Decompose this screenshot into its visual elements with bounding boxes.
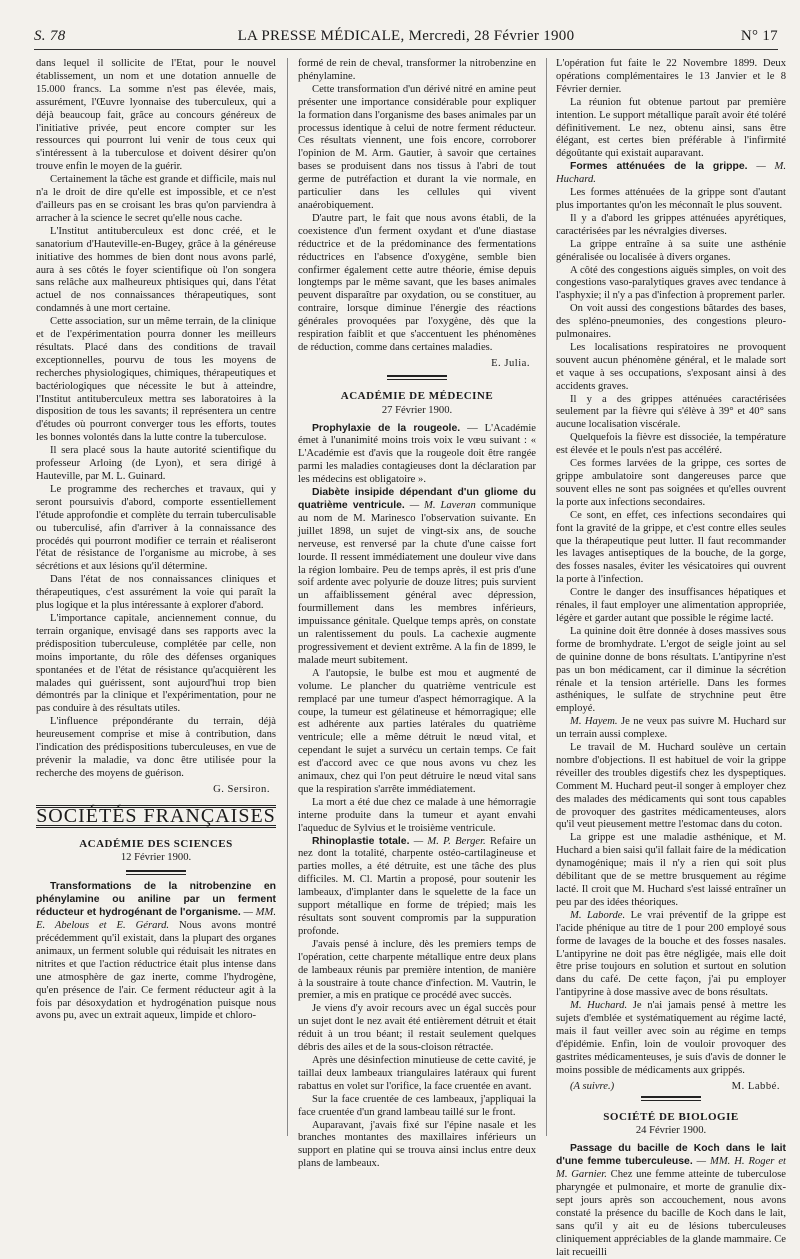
paragraph: Il sera placé sous la haute autorité scientifique du professeur Arloing (de Lyon), et sera dirigé à Hauteville, par M. L. Guinard. [36,445,276,482]
page-number: S. 78 [34,28,66,44]
separator [126,870,186,875]
society-heading: SOCIÉTÉ DE BIOLOGIE [603,1110,739,1123]
paragraph: — L'Académie émet à l'unanimité moins trois voix le vœu suivant : « L'Académie est d'avis que la rougeole doit être rangée parmi les maladies contagieuses dont la déclaration par les médecins est obligatoire ». [298,422,537,486]
journal-title: LA PRESSE MÉDICALE, Mercredi, 28 Février 1900 [237,28,575,44]
column-divider [546,58,547,1136]
paragraph: D'autre part, le fait que nous avons établi, de la coexistence d'un ferment oxydant et d'une diastase réductrice et de la prédominance des fermentations réductrices en l'absence d'oxygène, semble bien confirmer également cette autre théorie, émise depuis longtemps par le même savant, que les bases animales peuvent disparaître par oxydation, ou se constituer, au contraire, lorsque diminue l'énergie des réactions générales provoquées par l'oxygène, dès que la respiration faiblit et que s'accentuent les phénomènes de réduction, comme dans certaines maladies. [298,212,536,353]
separator [641,1096,701,1101]
column-1 [36,58,276,1138]
paragraph: La grippe entraîne à sa suite une asthénie généralisée ou localisée à divers organes. [556,238,786,263]
paragraph: formé de rein de cheval, transformer la nitrobenzine en phénylamine. [298,58,536,82]
society-heading: ACADÉMIE DE MÉDECINE [340,389,494,402]
paragraph: Le vrai préventif de la grippe est l'acide phénique au titre de 1 pour 200 employé sous forme de lavages de la bouche et des fosses nasales. L'antipyrine ne doit pas être négligée, mais elle doit être prise toujours en solution et surtout en solution dans du café. De cette façon, j'ai pu employer l'antipyrine à dose massive avec de bons résultats. [556,909,786,999]
report-authors: — M. P. Berger. [413,835,486,847]
paragraph: Chez une femme atteinte de tuberculose pharyngée et pulmonaire, et morte de granulie dix-sept jours après son accouchement, nous avons constaté la présence du bacille de Koch dans le lait, sans qu'il y ait eu de lésions tuberculeuses cliniquement appréciables de la glande mammaire. Ce lait recueilli [556,1169,786,1258]
author-signature: E. Julia. [491,357,530,369]
paragraph: La grippe est une maladie asthénique, et M. Huchard a bien saisi qu'il fallait faire de la médication dynamogénique; mais il n'y a rien qui soit plus débilitant que de se mettre brusquement au régime lacté. Il croit que M. Huchard s'est laissé entraîner un peu par des idées théoriques. [556,832,786,908]
session-date: 12 Février 1900. [120,852,192,864]
paragraph: Cette association, sur un même terrain, de la clinique et de l'expérimentation pourra donner les meilleurs résultats. Placé dans des conditions de travail exceptionnelles, pourvu de tous les moyens de recherches physiologiques, chimiques, thérapeutiques et bactériologiques que nécessite le but à atteindre, l'Institut antituberculeux mettra ses laboratoires à la disposition de tous les savants; il représentera un centre d'études où pourront converger tous les efforts, toutes les bonnes volontés dans la lutte contre la tuberculose. [36,316,276,444]
paragraph: Le travail de M. Huchard soulève un certain nombre d'objections. Il est habituel de voir la grippe réveiller des troubles digestifs chez les dyspeptiques. Comment M. Huchard peut-il songer à employer chez des malades des médicaments qui sont tous capables de provoquer des gastrites médicamenteuses, alors qu'il veut pieusement mettre l'estomac dans du coton. [556,742,786,831]
session-date: 27 Février 1900. [381,404,453,416]
paragraph: Quelquefois la fièvre est dissociée, la température est élevée et le pouls n'est pas accéléré. [556,432,786,457]
paragraph: On voit aussi des congestions bâtardes des bases, des spléno-pneumonies, des congestions pleuro-pulmonaires. [556,303,786,341]
paragraph: A côté des congestions aiguës simples, on voit des congestions vaso-paralytiques graves avec tendance à l'asphyxie; il n'y a pas d'infection à proprement parler. [556,264,786,302]
speaker-name: M. Laborde. [570,909,626,921]
speaker-name: M. Hayem. [570,716,618,728]
report-authors: — MM. H. Roger et M. Garnier. [556,1156,786,1181]
paragraph: L'Institut antituberculeux est donc créé, et le sanatorium d'Hauteville-en-Bugey, grâce à la généreuse initiative des hommes de bien dont nous avons parlé, aura à ses côtés le foyer scientifique où l'on songera sans relâche aux malheureux phtisiques qui, dans l'état actuel de nos connaissances thérapeutiques, sont condamnés à une mort certaine. [36,225,276,315]
paragraph: Contre le danger des insuffisances hépatiques et rénales, il faut employer une alimentation appropriée, légère et garder autant que possible le régime lacté. [556,587,786,624]
paragraph: Il y a d'abord les grippes atténuées apyrétiques, caractérisées par les névralgies diverses. [556,212,786,237]
society-heading: ACADÉMIE DES SCIENCES [79,837,233,850]
column-3 [556,58,786,1258]
paragraph: dans lequel il sollicite de l'Etat, pour le nouvel établissement, un nom et une dotation annuelle de 15.000 francs. La somme n'est pas élevée, mais, assurément, l'Œuvre lyonnaise des tuberculeux, qui a déjà beaucoup fait, grâce au concours généreux de l'initiative privée, peut encore compter sur les ressources qui pourront lui venir de tous ceux qui s'intéressent à la tuberculose et doivent désirer qu'on trouve enfin le moyen de la guérir. [36,58,276,173]
paragraph: Il y a des grippes atténuées caractérisées seulement par la fièvre qui s'élève à 39° et 40° sans aucune localisation viscérale. [556,393,786,431]
paragraph: Je n'ai jamais pensé à mettre les sujets d'emblée et systématiquement au régime lacté, mais il faut veiller avec soin au régime en temps d'épidémie. Enfin, loin de vouloir provoquer des gastrites médicamenteuses, je suis d'avis de donner le moins possible de médicaments aux grippés. [556,1000,786,1076]
header-rule [34,49,778,50]
issue-number: N° 17 [740,28,778,44]
report-authors: — MM. E. Abelous et E. Gérard. [36,907,276,932]
paragraph: Après une désinfection minutieuse de cette cavité, je taillai deux lambeaux triangulaires latéraux qui furent rabattus en volet sur l'orifice, la face cruentée en avant. [298,1054,536,1092]
report-title: Formes atténuées de la grippe. [570,161,748,173]
page-header [34,28,778,46]
report-title: Transformations de la nitrobenzine en phénylamine ou aniline par un ferment réducteur et hydrogénant de l'organisme. [36,881,276,919]
paragraph: Sur la face cruentée de ces lambeaux, j'appliquai la face cruentée d'un grand lambeau taillé sur le front. [298,1093,536,1118]
author-signature: M. Labbé. [731,1080,780,1092]
paragraph: Ces formes larvées de la grippe, ces sortes de grippe ambulatoire sont dangereuses parce que souvent elles ne sont pas soignées et qu'elles ouvrent la porte aux infections secondaires. [556,458,786,508]
report-title: Rhinoplastie totale. [312,835,410,847]
paragraph: Cette transformation d'un dérivé nitré en amine peut présenter une importance considérable pour expliquer la formation dans l'organisme des bases animales par un processus identique à celui de notre ferment réducteur. Ces résultats viennent, une fois encore, corroborer l'opinion de M. Arm. Gautier, à savoir que certaines bases se produisent dans nos tissus à l'abri de tout germe de putréfaction et durant la vie normale, en particulier dans les cellules qui vivent anaérobiquement. [298,83,536,211]
paragraph: La quinine doit être donnée à doses massives sous forme de bromhydrate. L'ergot de seigle joint au sel de quinine donne de bons résultats. L'antipyrine n'est pas un bon médicament, car il diminue la sécrétion rénale et la tension artérielle. Dans les formes asthéniques, le sulfate de strychnine peut être employé. [556,625,786,715]
report-authors: — M. Laveran [409,500,476,511]
report-title: Diabète insipide dépendant d'un gliome du quatrième ventricule. [298,487,536,511]
author-signature: G. Sersiron. [213,783,270,795]
paragraph: L'importance capitale, anciennement connue, du terrain organique, envisagé dans ses rapports avec la prédisposition tuberculeuse, complétée par celle, non moins importante, du rôle des défenses organiques spontanées et de l'état de résistance qu'acquièrent les malades qui guérissent, sont aujourd'hui trop bien démontrés par la clinique et l'expérimentation, pour ne pas conduire à des résultats utiles. [36,612,276,715]
paragraph: Auparavant, j'avais fixé sur l'épine nasale et les branches montantes des maxillaires inférieurs un support en platine qui se trouva ainsi inclus entre deux plans de lambeaux. [298,1119,536,1170]
paragraph: La mort a été due chez ce malade à une hémorragie interne produite dans la tumeur et ayant envahi l'aqueduc de Sylvius et le troisième ventricule. [298,796,536,834]
paragraph: Certainement la tâche est grande et difficile, mais nul n'a le droit de dire qu'elle est impossible, et ce n'est d'ailleurs pas en se croisant les bras qu'on parviendra à arracher à la science le secret qu'elle nous cache. [36,174,277,224]
paragraph: L'opération fut faite le 22 Novembre 1899. Deux opérations complémentaires le 13 Janvier et le 8 Février dernier. [556,58,786,95]
column-divider [287,58,288,1136]
paragraph: Refaire un nez dont la totalité, charpente ostéo-cartilagineuse et parties molles, a été détruite, est une tâche des plus difficiles. M. Cl. Martin a proposé, pour soutenir les lambeaux, d'implanter dans le squelette de la face un support métallique en forme de trépied; mais les résultats sont souvent compromis par la suppuration profonde. [298,835,537,937]
paragraph: communique au nom de M. Marinesco l'observation suivante. En juillet 1898, un sujet de vingt-six ans, de souche nerveuse, est renversé par la chute d'une caisse fort lourde. Il ressent immédiatement une douleur vive dans la région lombaire. Peu de temps après, il est pris d'une soif ardente avec polyurie de douze litres; puis survient un affaiblissement général avec dépression, fourmillement dans les membres inférieurs, impuissance génitale. Quelque temps après, on constate un ralentissement du pouls. La cachexie augmente progressivement et devient extrême. A la fin de 1899, le malade meurt subitement. [298,500,536,666]
paragraph: Dans l'état de nos connaissances cliniques et thérapeutiques, c'est assurément la voie qui paraît la plus logique et la plus intéressante à explorer d'abord. [36,574,276,612]
report-authors: — M. Huchard. [556,161,786,186]
paragraph: Je ne veux pas suivre M. Huchard sur un terrain aussi complexe. [556,716,786,741]
paragraph: La réunion fut obtenue partout par première intention. Le support métallique paraît avoir été toléré définitivement. Le nez, obtenu ainsi, sans être élégant, est certes bien préférable à l'infirmité dégoûtante qui existait auparavant. [556,96,786,160]
separator [387,375,447,380]
report-title: Passage du bacille de Koch dans le lait d'une femme tuberculeuse. [556,1143,786,1168]
paragraph: Je viens d'y avoir recours avec un égal succès pour un sujet dont le nez avait été entièrement détruit et était réduit à un trou béant; il restait seulement quelques débris des ailes et de la sous-cloison rétractée. [298,1003,536,1054]
report-title: Prophylaxie de la rougeole. [312,422,461,434]
paragraph: L'influence prépondérante du terrain, déjà heureusement comprise et mise à contribution, dans l'indication des prédispositions tuberculeuses, en vue de prévenir la maladie, va donc être utilisée pour la recherche des moyens de guérison. [36,716,276,779]
speaker-name: M. Huchard. [570,1000,628,1012]
paragraph: Nous avons montré précédemment qu'il existait, dans la plupart des organes animaux, un ferment soluble qui réduisait les nitrates en nitrites et que l'action réductrice était plus intense dans une atmosphère de gaz inerte, comme l'hydrogène, qu'en présence de l'air. Ce ferment réducteur agit à la fois par désoxydation et hydrogénation puisque nous avons pu, avec un extrait aqueux, limpide et chloro- [36,920,276,1022]
session-date: 24 Février 1900. [635,1125,707,1137]
paragraph: A l'autopsie, le bulbe est mou et augmenté de volume. Le plancher du quatrième ventricule est remplacé par une tumeur d'aspect hémorragique. A la coupe, la tumeur est gélatineuse et hémorragique; elle est adhérente aux parties latérales du quatrième ventricule; elle a même détruit le nœud vital, et cependant le sujet a survécu un certain temps. Ce fait est d'accord avec ce que nous avons vu chez les animaux, chez qui l'on peut détruire le nœud vital sans que la respiration s'arrête immédiatement. [298,667,536,795]
paragraph: Les formes atténuées de la grippe sont d'autant plus importantes qu'on les méconnaît le plus souvent. [556,187,786,211]
column-2 [298,58,537,1170]
paragraph: Les localisations respiratoires ne provoquent souvent aucun phénomène général, et le malade sort et vaque à ses occupations, s'exposant ainsi à des accidents graves. [556,341,786,392]
paragraph: Ce sont, en effet, ces infections secondaires qui font la gravité de la grippe, et c'est contre elles seules que la thérapeutique peut lutter. Il faut recommander les lavages antiseptiques de la bouche, de la gorge, des fosses nasales, éviter les vésicatoires qui ouvrent la porte à l'infection. [556,509,786,586]
paragraph: Le programme des recherches et travaux, qui y seront poursuivis d'abord, comporte essentiellement l'étude approfondie et complète du terrain tuberculisable ou tuberculisé, afin d'arriver à la connaissance des procédés qui pourront modifier ce terrain et réaliseront l'état de résistance de l'organisme au microbe, à ses sécrétions et aux lésions qu'il détermine. [36,483,276,573]
paragraph: J'avais pensé à inclure, dès les premiers temps de l'opération, cette charpente métallique entre deux plans de lambeaux réunis par première intention, de manière à la soustraire à toute chance d'infection. M. Vautrin, le premier, a mis en pratique ce procédé avec succès. [298,938,536,1002]
section-banner: SOCIÉTÉS FRANÇAISES [36,804,276,827]
to-be-continued: (A suivre.) [570,1080,615,1092]
